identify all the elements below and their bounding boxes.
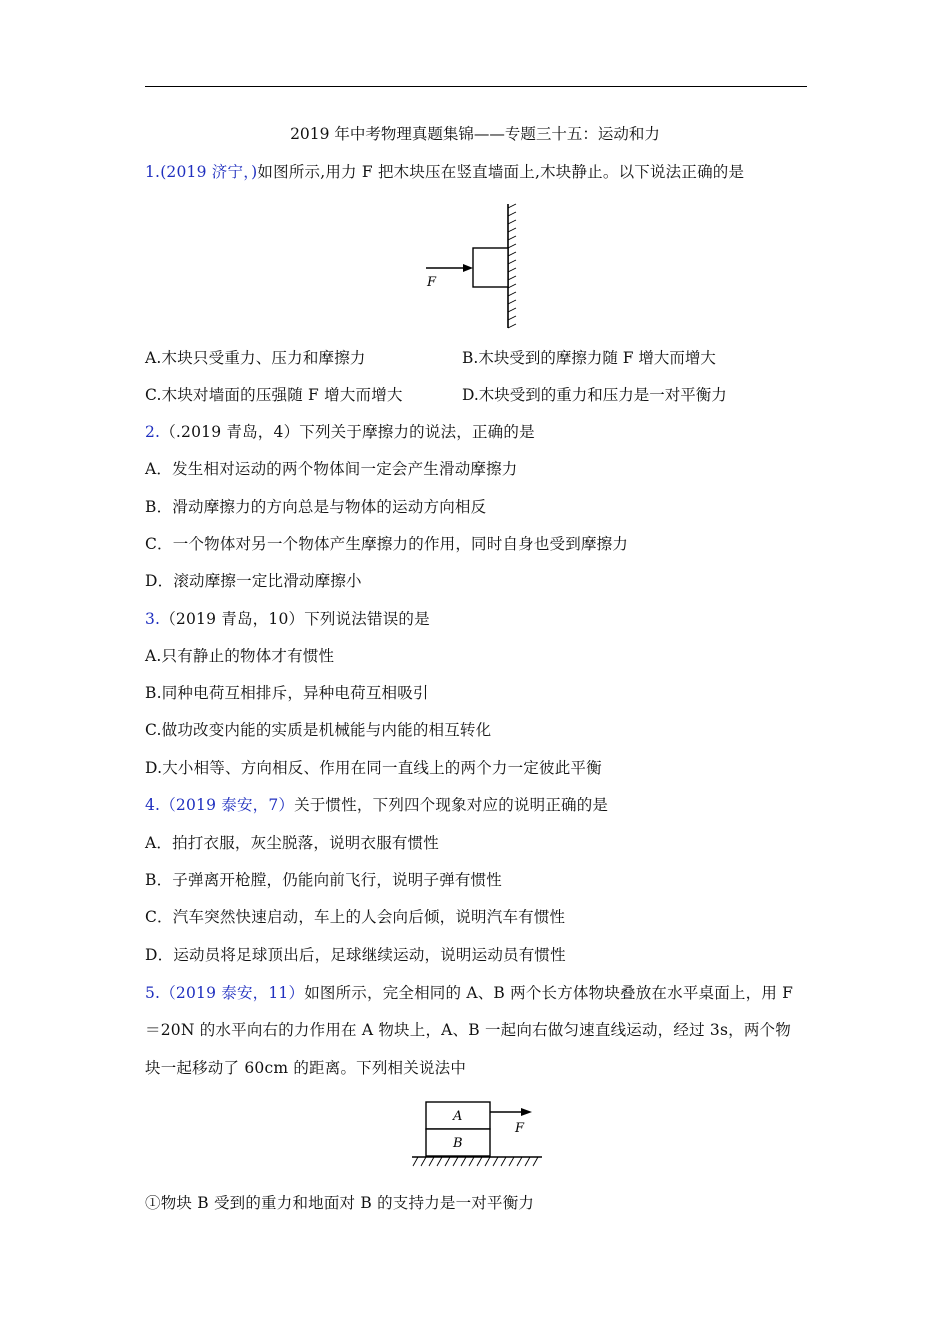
question-5: [145, 983, 793, 1003]
q2-option-a: A．发生相对运动的两个物体间一定会产生滑动摩擦力: [145, 460, 518, 478]
q1-option-a: A.木块只受重力、压力和摩擦力: [145, 349, 366, 367]
q3-option-c: C.做功改变内能的实质是机械能与内能的相互转化: [145, 721, 492, 739]
figure-block-against-wall: [420, 202, 520, 330]
q3-option-a: A.只有静止的物体才有惯性: [145, 647, 335, 665]
block-b-label: B: [453, 1136, 463, 1151]
block-a-label: A: [453, 1109, 463, 1124]
question-1-stem: 如图所示,用力 F 把木块压在竖直墙面上,木块静止。以下说法正确的是: [257, 163, 745, 181]
question-3-stem: （2019 青岛，10）下列说法错误的是: [160, 610, 430, 628]
q4-option-b: B．子弹离开枪膛，仍能向前飞行，说明子弹有惯性: [145, 871, 502, 889]
question-4: [145, 795, 608, 815]
q1-option-b: B.木块受到的摩擦力随 F 增大而增大: [462, 349, 716, 367]
q5-item-1: ①物块 B 受到的重力和地面对 B 的支持力是一对平衡力: [145, 1194, 535, 1212]
question-5-stem-line-1: 如图所示，完全相同的 A、B 两个长方体物块叠放在水平桌面上，用 F: [304, 984, 794, 1002]
question-4-number: 4.（2019 泰安，7）: [145, 796, 295, 814]
q4-option-c: C．汽车突然快速启动，车上的人会向后倾，说明汽车有惯性: [145, 908, 566, 926]
question-5-stem-line-2: ＝20N 的水平向右的力作用在 A 物块上，A、B 一起向右做匀速直线运动，经过 3s，两个物: [145, 1021, 791, 1039]
q4-option-a: A．拍打衣服，灰尘脱落，说明衣服有惯性: [145, 834, 439, 852]
question-2-number: 2.: [145, 423, 161, 441]
page-title: 2019 年中考物理真题集锦——专题三十五：运动和力: [290, 125, 660, 143]
q2-option-b: B．滑动摩擦力的方向总是与物体的运动方向相反: [145, 498, 487, 516]
q2-option-c: C．一个物体对另一个物体产生摩擦力的作用，同时自身也受到摩擦力: [145, 535, 629, 553]
question-3: [145, 609, 430, 629]
figure-stacked-blocks: [408, 1096, 548, 1172]
q2-option-d: D．滚动摩擦一定比滑动摩擦小: [145, 572, 362, 590]
q3-option-d: D.大小相等、方向相反、作用在同一直线上的两个力一定彼此平衡: [145, 759, 602, 777]
q4-option-d: D．运动员将足球顶出后，足球继续运动，说明运动员有惯性: [145, 946, 566, 964]
q1-option-c: C.木块对墙面的压强随 F 增大而增大: [145, 386, 403, 404]
question-3-number: 3.: [145, 610, 161, 628]
question-2-stem: （.2019 青岛，4）下列关于摩擦力的说法，正确的是: [160, 423, 535, 441]
question-4-stem: 关于惯性，下列四个现象对应的说明正确的是: [294, 796, 609, 814]
question-5-stem-line-3: 块一起移动了 60cm 的距离。下列相关说法中: [145, 1059, 467, 1077]
question-1: [145, 162, 744, 182]
force-label-f: F: [427, 275, 437, 290]
force-label-f: F: [515, 1121, 525, 1136]
question-5-number: 5.（2019 泰安，11）: [145, 984, 305, 1002]
question-1-number: 1.(2019 济宁，): [145, 163, 258, 181]
header-rule: [145, 86, 807, 87]
q1-option-d: D.木块受到的重力和压力是一对平衡力: [462, 386, 727, 404]
q3-option-b: B.同种电荷互相排斥，异种电荷互相吸引: [145, 684, 429, 702]
question-2: [145, 422, 535, 442]
